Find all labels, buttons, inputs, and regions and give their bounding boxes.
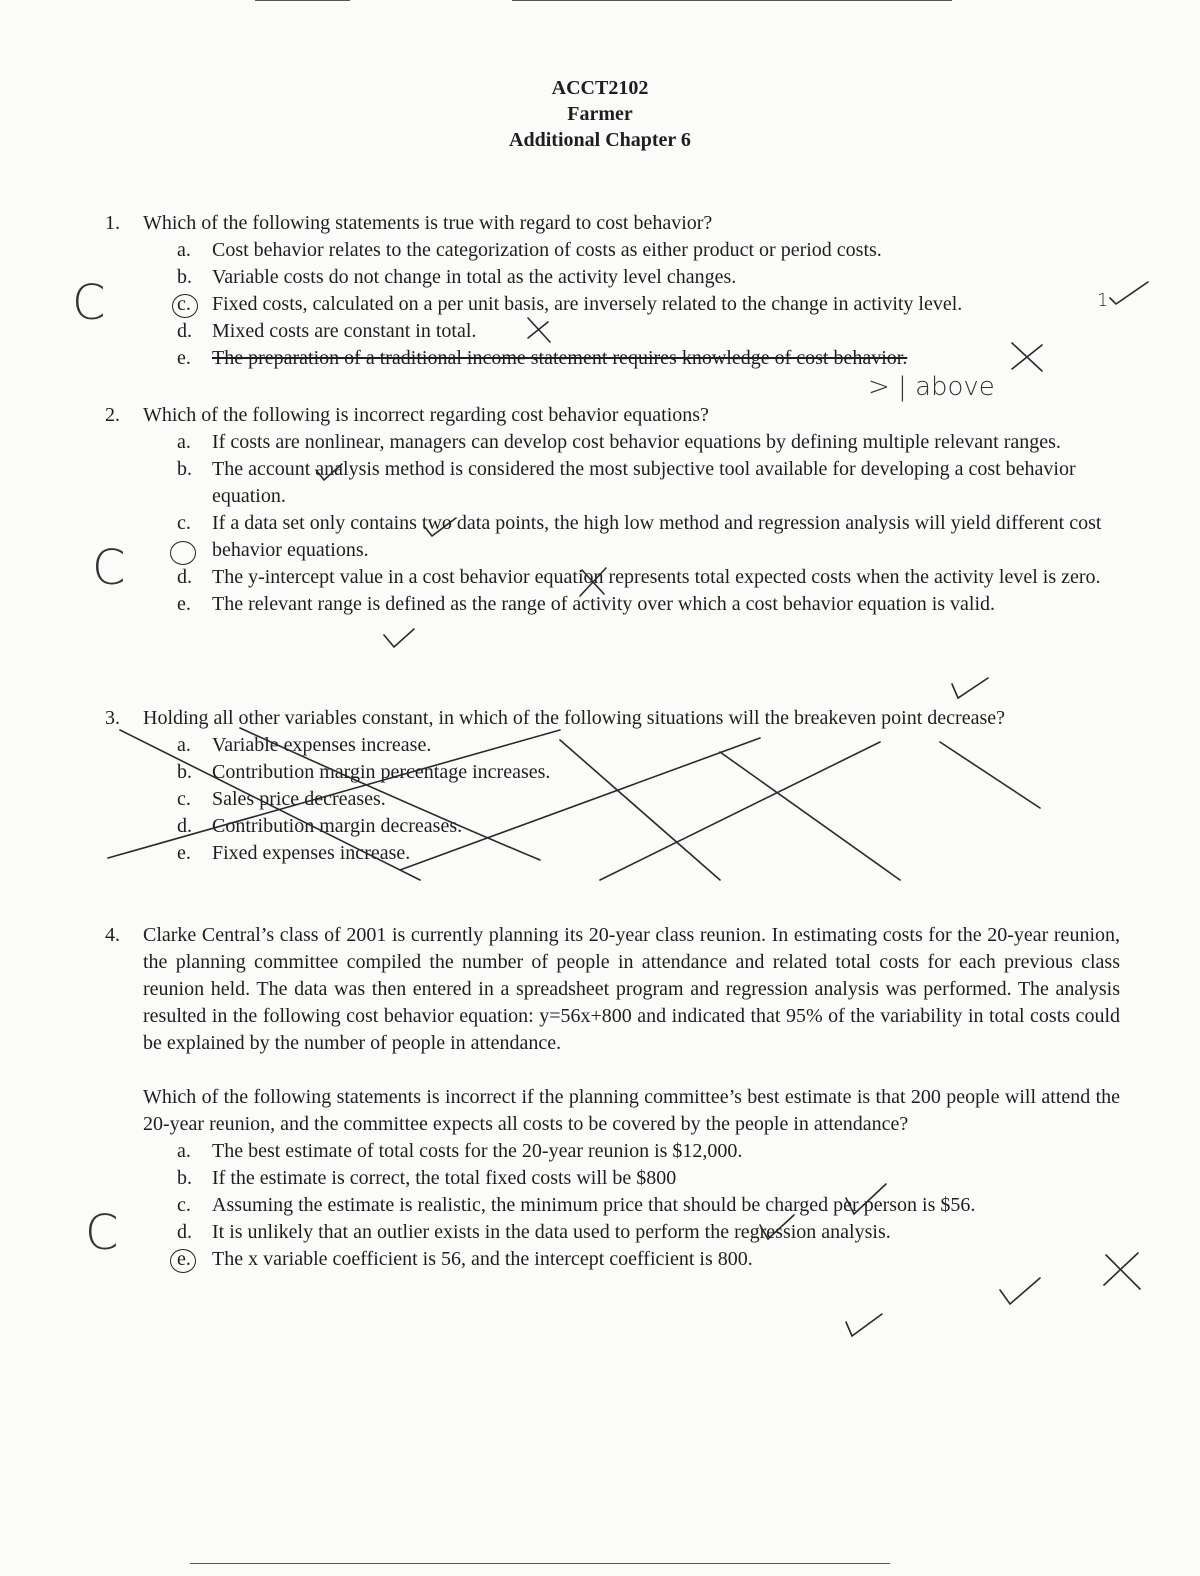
top-rule-left bbox=[255, 0, 350, 1]
option-e: e. Fixed expenses increase. bbox=[177, 842, 411, 864]
circled-choice-q1-c bbox=[172, 294, 198, 318]
question-number: 2. bbox=[105, 404, 120, 426]
handwritten-note-above: > | above bbox=[868, 372, 995, 402]
check-mark-icon bbox=[384, 629, 414, 647]
circled-choice-q4-c bbox=[170, 1249, 196, 1273]
option-list bbox=[177, 1138, 1120, 1273]
option-c: c. Sales price decreases. bbox=[177, 788, 386, 810]
option-c: c. If a data set only contains two data points, the high low method and regression analysis will yield different cost behavior equations. bbox=[177, 512, 1102, 561]
option-a: a. If costs are nonlinear, managers can develop cost behavior equations by defining multiple relevant ranges. bbox=[177, 431, 1061, 453]
option-c: c. Assuming the estimate is realistic, the minimum price that should be charged per person is $56. bbox=[177, 1194, 976, 1216]
document-header bbox=[0, 75, 1200, 153]
option-b: b. The account analysis method is considered the most subjective tool available for developing a cost behavior equation. bbox=[177, 458, 1076, 507]
circled-choice-q2-c bbox=[170, 541, 196, 565]
question-stem: Which of the following is incorrect regarding cost behavior equations? bbox=[143, 404, 709, 426]
check-mark-icon bbox=[846, 1314, 882, 1336]
question-stem: Which of the following statements is true with regard to cost behavior? bbox=[143, 212, 713, 234]
option-a: a. The best estimate of total costs for the 20-year reunion is $12,000. bbox=[177, 1140, 743, 1162]
option-d: d. The y-intercept value in a cost behavior equation represents total expected costs when the activity level is zero. bbox=[177, 566, 1101, 588]
document-title: Additional Chapter 6 bbox=[509, 129, 691, 151]
check-mark-icon bbox=[1000, 1278, 1040, 1304]
question-3 bbox=[105, 705, 1120, 867]
option-e: e. The x variable coefficient is 56, and the intercept coefficient is 800. bbox=[177, 1248, 753, 1270]
bottom-rule bbox=[190, 1563, 890, 1564]
option-c: c. Fixed costs, calculated on a per unit basis, are inversely related to the change in activity level. bbox=[177, 293, 963, 315]
question-stem: Which of the following statements is incorrect if the planning committee’s best estimate is that 200 people will attend the 20-year reunion, and the committee expects all costs to be covered by the people in attendance? bbox=[143, 1086, 1120, 1135]
handwritten-answer-q4: C bbox=[85, 1205, 119, 1261]
option-a: a. Cost behavior relates to the categorization of costs as either product or period costs. bbox=[177, 239, 882, 261]
option-b: b. Contribution margin percentage increases. bbox=[177, 761, 551, 783]
top-rule-right bbox=[512, 0, 952, 1]
option-d: d. Mixed costs are constant in total. bbox=[177, 320, 477, 342]
option-e: e. The relevant range is defined as the range of activity over which a cost behavior equation is valid. bbox=[177, 593, 996, 615]
check-mark-icon bbox=[952, 678, 988, 698]
option-d: d. Contribution margin decreases. bbox=[177, 815, 463, 837]
option-list bbox=[177, 237, 1120, 372]
option-b: b. Variable costs do not change in total as the activity level changes. bbox=[177, 266, 737, 288]
handwritten-answer-q2: C bbox=[92, 540, 126, 596]
handwritten-answer-q1: C bbox=[72, 275, 106, 331]
question-4 bbox=[105, 922, 1120, 1273]
course-code: ACCT2102 bbox=[551, 77, 649, 99]
question-scenario: Clarke Central’s class of 2001 is currently planning its 20-year class reunion. In estimating costs for the 20-year reunion, the planning committee compiled the number of people in attendance and related total costs for each previous class reunion held. The data was then entered in a spreadsheet program and regression analysis was performed. The analysis resulted in the following cost behavior equation: y=56x+800 and indicated that 95% of the variability in total costs could be explained by the number of people in attendance. bbox=[143, 924, 1120, 1054]
question-stem: Holding all other variables constant, in which of the following situations will the breakeven point decrease? bbox=[143, 707, 1005, 729]
option-list bbox=[177, 429, 1120, 618]
option-d: d. It is unlikely that an outlier exists in the data used to perform the regression analysis. bbox=[177, 1221, 891, 1243]
question-number: 4. bbox=[105, 924, 120, 946]
option-e: e. The preparation of a traditional income statement requires knowledge of cost behavior. bbox=[177, 347, 908, 369]
question-1 bbox=[105, 210, 1120, 372]
option-list bbox=[177, 732, 1120, 867]
question-number: 1. bbox=[105, 212, 120, 234]
question-number: 3. bbox=[105, 707, 120, 729]
instructor-name: Farmer bbox=[567, 103, 633, 125]
handwritten-number: 1 bbox=[1097, 290, 1109, 311]
question-2 bbox=[105, 402, 1120, 618]
option-b: b. If the estimate is correct, the total fixed costs will be $800 bbox=[177, 1167, 677, 1189]
option-a: a. Variable expenses increase. bbox=[177, 734, 432, 756]
